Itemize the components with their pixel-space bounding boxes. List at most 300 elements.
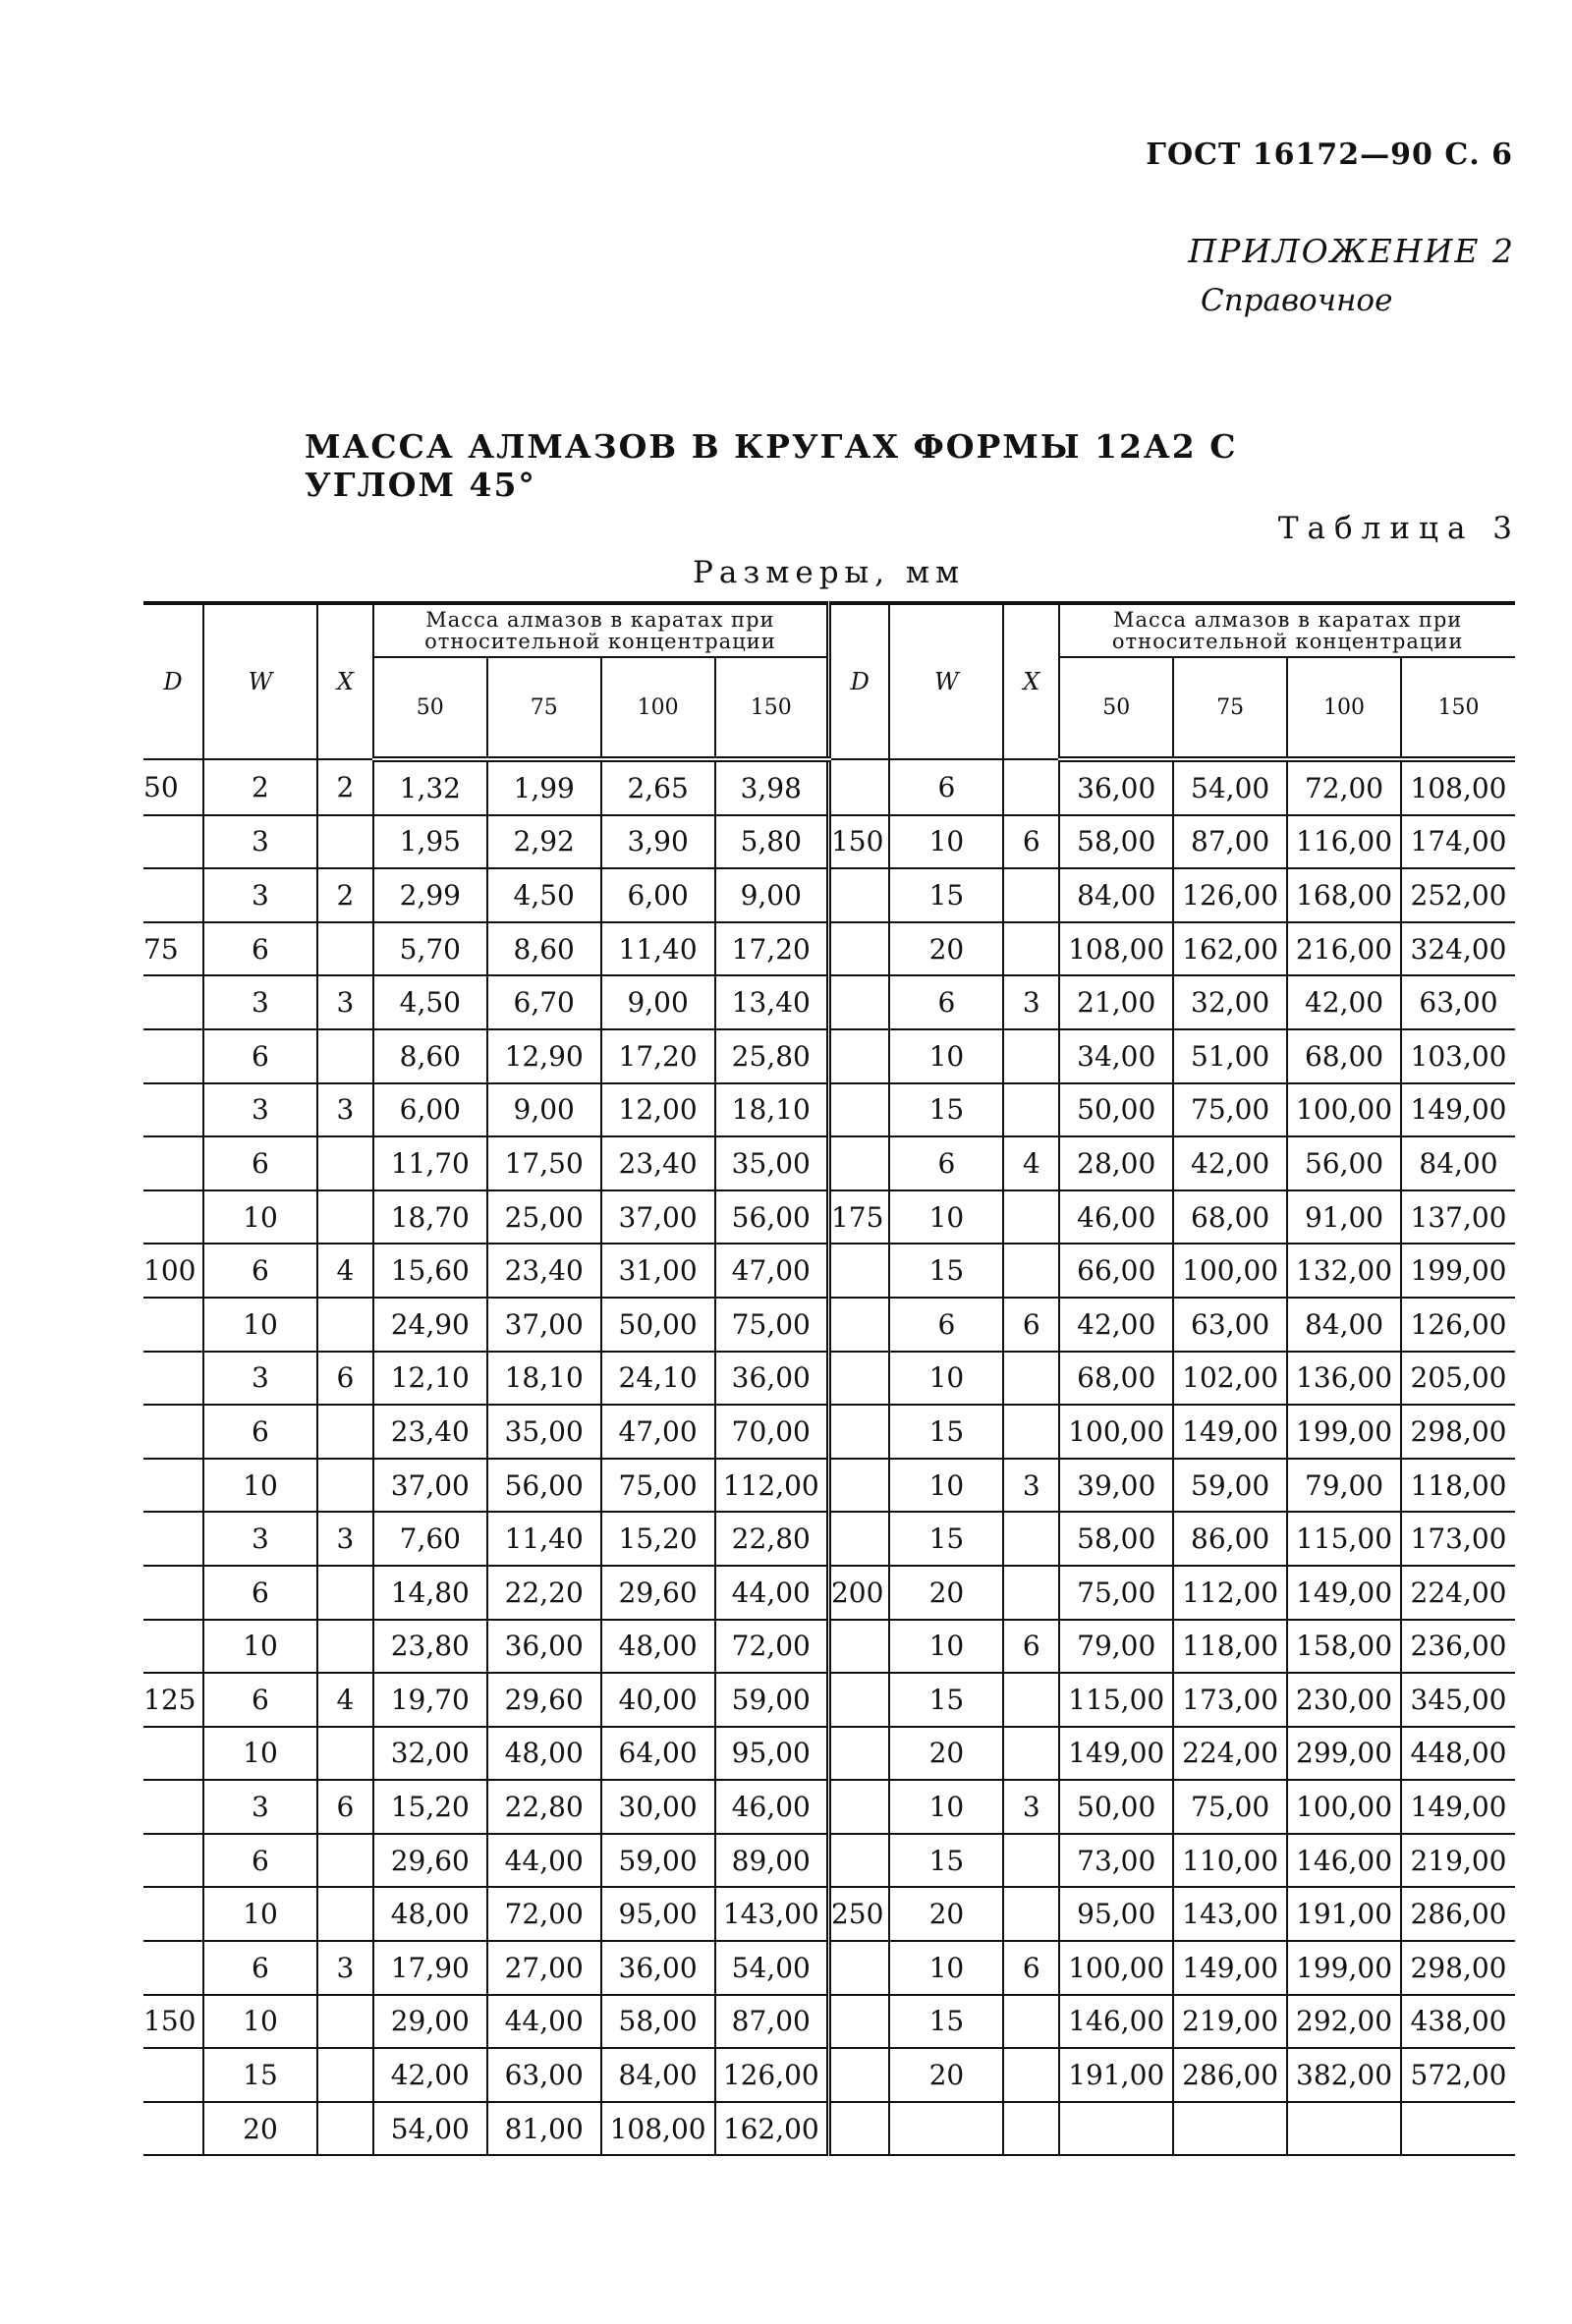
right-w-cell: 15 <box>889 1405 1003 1459</box>
left-m100-cell: 40,00 <box>601 1673 715 1727</box>
left-m50-cell: 54,00 <box>373 2102 487 2156</box>
header-conc-150: 150 <box>1401 657 1515 759</box>
header-conc-75: 75 <box>487 657 601 759</box>
right-w-cell: 15 <box>889 1834 1003 1888</box>
right-m100-cell: 136,00 <box>1287 1352 1401 1406</box>
right-x-cell <box>1003 1995 1059 2049</box>
left-m75-cell: 29,60 <box>487 1673 601 1727</box>
left-m150-cell: 22,80 <box>715 1512 829 1566</box>
right-m150-cell: 205,00 <box>1401 1352 1515 1406</box>
left-x-cell: 2 <box>317 868 373 922</box>
right-m75-cell: 32,00 <box>1173 975 1287 1029</box>
table-body <box>143 759 1515 2155</box>
right-d-cell <box>828 1298 889 1352</box>
right-m75-cell: 54,00 <box>1173 759 1287 815</box>
right-m75-cell: 173,00 <box>1173 1673 1287 1727</box>
right-x-cell <box>1003 1405 1059 1459</box>
left-d-cell <box>143 1620 203 1674</box>
header-mass: Масса алмазов в каратах при относительной концентрации <box>373 603 829 657</box>
left-m100-cell: 3,90 <box>601 815 715 869</box>
right-m50-cell: 100,00 <box>1059 1405 1173 1459</box>
left-m100-cell: 59,00 <box>601 1834 715 1888</box>
right-m100-cell: 100,00 <box>1287 1780 1401 1834</box>
right-m50-cell: 66,00 <box>1059 1244 1173 1298</box>
left-m75-cell: 25,00 <box>487 1190 601 1245</box>
left-m100-cell: 12,00 <box>601 1083 715 1137</box>
left-w-cell: 6 <box>203 1244 317 1298</box>
standard-number: ГОСТ 16172—90 С. 6 <box>1146 138 1513 172</box>
left-m100-cell: 17,20 <box>601 1029 715 1083</box>
left-x-cell <box>317 1995 373 2049</box>
left-w-cell: 20 <box>203 2102 317 2156</box>
left-m75-cell: 44,00 <box>487 1995 601 2049</box>
left-m100-cell: 48,00 <box>601 1620 715 1674</box>
right-m100-cell: 146,00 <box>1287 1834 1401 1888</box>
right-x-cell <box>1003 1512 1059 1566</box>
right-m50-cell: 108,00 <box>1059 922 1173 976</box>
left-w-cell: 10 <box>203 1995 317 2049</box>
left-m150-cell: 3,98 <box>715 759 829 815</box>
right-x-cell <box>1003 922 1059 976</box>
table-row <box>143 1995 1515 2049</box>
left-m100-cell: 29,60 <box>601 1566 715 1620</box>
right-w-cell: 15 <box>889 1083 1003 1137</box>
left-x-cell: 3 <box>317 1083 373 1137</box>
right-m50-cell: 191,00 <box>1059 2048 1173 2102</box>
left-d-cell: 125 <box>143 1673 203 1727</box>
header-mass: Масса алмазов в каратах при относительной концентрации <box>1059 603 1515 657</box>
left-x-cell <box>317 1566 373 1620</box>
right-w-cell: 20 <box>889 922 1003 976</box>
table-row <box>143 2102 1515 2156</box>
left-m150-cell: 87,00 <box>715 1995 829 2049</box>
left-x-cell: 6 <box>317 1352 373 1406</box>
right-x-cell: 6 <box>1003 815 1059 869</box>
right-x-cell <box>1003 1029 1059 1083</box>
appendix-label: ПРИЛОЖЕНИЕ 2 <box>1188 232 1515 270</box>
right-w-cell: 15 <box>889 1244 1003 1298</box>
left-m150-cell: 44,00 <box>715 1566 829 1620</box>
reference-label: Справочное <box>1201 283 1393 318</box>
left-d-cell: 50 <box>143 759 203 815</box>
right-w-cell: 15 <box>889 1512 1003 1566</box>
right-m150-cell: 108,00 <box>1401 759 1515 815</box>
left-w-cell: 10 <box>203 1459 317 1513</box>
right-x-cell: 6 <box>1003 1620 1059 1674</box>
left-m50-cell: 42,00 <box>373 2048 487 2102</box>
left-d-cell <box>143 815 203 869</box>
right-m150-cell: 63,00 <box>1401 975 1515 1029</box>
left-d-cell <box>143 1834 203 1888</box>
left-d-cell <box>143 1887 203 1941</box>
left-d-cell <box>143 1298 203 1352</box>
left-w-cell: 3 <box>203 975 317 1029</box>
table-row <box>143 759 1515 815</box>
table-row <box>143 1512 1515 1566</box>
left-m75-cell: 17,50 <box>487 1136 601 1190</box>
right-d-cell <box>828 1244 889 1298</box>
left-m75-cell: 36,00 <box>487 1620 601 1674</box>
right-m100-cell: 216,00 <box>1287 922 1401 976</box>
left-w-cell: 3 <box>203 868 317 922</box>
table-row <box>143 1405 1515 1459</box>
right-w-cell: 20 <box>889 1727 1003 1781</box>
left-m150-cell: 46,00 <box>715 1780 829 1834</box>
table-row <box>143 1673 1515 1727</box>
table-row <box>143 975 1515 1029</box>
right-d-cell <box>828 975 889 1029</box>
right-d-cell <box>828 1941 889 1995</box>
left-m75-cell: 9,00 <box>487 1083 601 1137</box>
right-m150-cell: 149,00 <box>1401 1083 1515 1137</box>
left-m100-cell: 36,00 <box>601 1941 715 1995</box>
table-row <box>143 1298 1515 1352</box>
left-m75-cell: 2,92 <box>487 815 601 869</box>
left-x-cell <box>317 1029 373 1083</box>
right-d-cell: 200 <box>828 1566 889 1620</box>
left-m150-cell: 13,40 <box>715 975 829 1029</box>
right-d-cell <box>828 868 889 922</box>
right-m150-cell: 572,00 <box>1401 2048 1515 2102</box>
left-m100-cell: 11,40 <box>601 922 715 976</box>
right-m75-cell: 102,00 <box>1173 1352 1287 1406</box>
left-m75-cell: 81,00 <box>487 2102 601 2156</box>
table-row <box>143 1029 1515 1083</box>
left-m50-cell: 12,10 <box>373 1352 487 1406</box>
right-m75-cell: 149,00 <box>1173 1941 1287 1995</box>
left-x-cell <box>317 922 373 976</box>
table-row <box>143 1834 1515 1888</box>
right-d-cell: 175 <box>828 1190 889 1245</box>
right-d-cell <box>828 1620 889 1674</box>
left-m75-cell: 22,20 <box>487 1566 601 1620</box>
left-m150-cell: 143,00 <box>715 1887 829 1941</box>
right-m50-cell <box>1059 2102 1173 2156</box>
table-row <box>143 1780 1515 1834</box>
left-m150-cell: 35,00 <box>715 1136 829 1190</box>
right-m150-cell: 298,00 <box>1401 1941 1515 1995</box>
right-m100-cell: 116,00 <box>1287 815 1401 869</box>
right-w-cell: 10 <box>889 1941 1003 1995</box>
right-d-cell: 250 <box>828 1887 889 1941</box>
table-row <box>143 868 1515 922</box>
left-m100-cell: 64,00 <box>601 1727 715 1781</box>
right-d-cell <box>828 1136 889 1190</box>
right-m50-cell: 21,00 <box>1059 975 1173 1029</box>
right-m150-cell: 84,00 <box>1401 1136 1515 1190</box>
left-m150-cell: 9,00 <box>715 868 829 922</box>
right-m75-cell: 63,00 <box>1173 1298 1287 1352</box>
left-m50-cell: 8,60 <box>373 1029 487 1083</box>
left-m150-cell: 5,80 <box>715 815 829 869</box>
right-m50-cell: 73,00 <box>1059 1834 1173 1888</box>
right-d-cell <box>828 2048 889 2102</box>
right-m150-cell: 173,00 <box>1401 1512 1515 1566</box>
right-m150-cell: 126,00 <box>1401 1298 1515 1352</box>
left-w-cell: 10 <box>203 1298 317 1352</box>
right-m75-cell: 59,00 <box>1173 1459 1287 1513</box>
left-d-cell <box>143 868 203 922</box>
left-x-cell <box>317 1834 373 1888</box>
left-d-cell <box>143 1780 203 1834</box>
right-w-cell: 10 <box>889 1029 1003 1083</box>
left-m150-cell: 54,00 <box>715 1941 829 1995</box>
left-x-cell: 4 <box>317 1244 373 1298</box>
left-d-cell: 75 <box>143 922 203 976</box>
header-w: W <box>203 603 317 759</box>
left-w-cell: 2 <box>203 759 317 815</box>
left-m75-cell: 4,50 <box>487 868 601 922</box>
left-m50-cell: 29,00 <box>373 1995 487 2049</box>
left-m100-cell: 23,40 <box>601 1136 715 1190</box>
right-m50-cell: 50,00 <box>1059 1083 1173 1137</box>
left-m150-cell: 126,00 <box>715 2048 829 2102</box>
left-x-cell <box>317 1620 373 1674</box>
right-m100-cell: 191,00 <box>1287 1887 1401 1941</box>
left-m50-cell: 32,00 <box>373 1727 487 1781</box>
right-m75-cell: 110,00 <box>1173 1834 1287 1888</box>
left-w-cell: 6 <box>203 1566 317 1620</box>
right-m150-cell: 219,00 <box>1401 1834 1515 1888</box>
right-x-cell <box>1003 1566 1059 1620</box>
left-m75-cell: 35,00 <box>487 1405 601 1459</box>
right-m75-cell: 219,00 <box>1173 1995 1287 2049</box>
table-row <box>143 1620 1515 1674</box>
right-m75-cell: 87,00 <box>1173 815 1287 869</box>
right-m150-cell: 298,00 <box>1401 1405 1515 1459</box>
left-m50-cell: 17,90 <box>373 1941 487 1995</box>
right-d-cell <box>828 1512 889 1566</box>
right-m75-cell: 68,00 <box>1173 1190 1287 1245</box>
right-m50-cell: 149,00 <box>1059 1727 1173 1781</box>
right-d-cell <box>828 922 889 976</box>
header-d: D <box>828 603 889 759</box>
right-m75-cell: 100,00 <box>1173 1244 1287 1298</box>
header-x: X <box>317 603 373 759</box>
right-m150-cell: 199,00 <box>1401 1244 1515 1298</box>
right-m150-cell: 324,00 <box>1401 922 1515 976</box>
right-m50-cell: 75,00 <box>1059 1566 1173 1620</box>
right-m100-cell: 168,00 <box>1287 868 1401 922</box>
right-w-cell: 15 <box>889 1673 1003 1727</box>
left-x-cell: 3 <box>317 1941 373 1995</box>
right-x-cell: 3 <box>1003 1459 1059 1513</box>
right-m100-cell: 84,00 <box>1287 1298 1401 1352</box>
right-m50-cell: 95,00 <box>1059 1887 1173 1941</box>
left-m150-cell: 17,20 <box>715 922 829 976</box>
right-w-cell: 6 <box>889 759 1003 815</box>
left-m150-cell: 25,80 <box>715 1029 829 1083</box>
right-m75-cell: 75,00 <box>1173 1780 1287 1834</box>
header-w: W <box>889 603 1003 759</box>
right-w-cell: 6 <box>889 1136 1003 1190</box>
right-x-cell <box>1003 1083 1059 1137</box>
header-conc-100: 100 <box>601 657 715 759</box>
left-w-cell: 6 <box>203 1941 317 1995</box>
left-w-cell: 3 <box>203 1352 317 1406</box>
right-m100-cell: 91,00 <box>1287 1190 1401 1245</box>
right-x-cell: 4 <box>1003 1136 1059 1190</box>
left-d-cell <box>143 1512 203 1566</box>
left-x-cell: 3 <box>317 1512 373 1566</box>
left-w-cell: 3 <box>203 1512 317 1566</box>
left-m50-cell: 48,00 <box>373 1887 487 1941</box>
right-m150-cell: 103,00 <box>1401 1029 1515 1083</box>
right-m150-cell: 118,00 <box>1401 1459 1515 1513</box>
right-m150-cell: 149,00 <box>1401 1780 1515 1834</box>
right-d-cell <box>828 1780 889 1834</box>
left-m150-cell: 75,00 <box>715 1298 829 1352</box>
table-row <box>143 1136 1515 1190</box>
right-d-cell <box>828 1405 889 1459</box>
right-x-cell <box>1003 2102 1059 2156</box>
left-m75-cell: 12,90 <box>487 1029 601 1083</box>
right-m75-cell: 42,00 <box>1173 1136 1287 1190</box>
left-m75-cell: 72,00 <box>487 1887 601 1941</box>
left-m50-cell: 2,99 <box>373 868 487 922</box>
left-m50-cell: 15,60 <box>373 1244 487 1298</box>
left-m75-cell: 8,60 <box>487 922 601 976</box>
left-w-cell: 10 <box>203 1887 317 1941</box>
right-x-cell <box>1003 2048 1059 2102</box>
right-m150-cell <box>1401 2102 1515 2156</box>
right-m100-cell: 79,00 <box>1287 1459 1401 1513</box>
left-m75-cell: 11,40 <box>487 1512 601 1566</box>
header-conc-150: 150 <box>715 657 829 759</box>
left-x-cell: 6 <box>317 1780 373 1834</box>
table-row <box>143 1190 1515 1245</box>
table-row <box>143 1244 1515 1298</box>
right-m50-cell: 84,00 <box>1059 868 1173 922</box>
header-conc-75: 75 <box>1173 657 1287 759</box>
left-m75-cell: 48,00 <box>487 1727 601 1781</box>
left-w-cell: 3 <box>203 1780 317 1834</box>
header-conc-100: 100 <box>1287 657 1401 759</box>
right-m100-cell: 158,00 <box>1287 1620 1401 1674</box>
right-m50-cell: 39,00 <box>1059 1459 1173 1513</box>
right-x-cell <box>1003 1244 1059 1298</box>
left-x-cell <box>317 1136 373 1190</box>
right-m50-cell: 36,00 <box>1059 759 1173 815</box>
right-m75-cell: 149,00 <box>1173 1405 1287 1459</box>
header-conc-50: 50 <box>1059 657 1173 759</box>
left-w-cell: 6 <box>203 1673 317 1727</box>
left-m75-cell: 6,70 <box>487 975 601 1029</box>
right-m50-cell: 46,00 <box>1059 1190 1173 1245</box>
left-m50-cell: 1,32 <box>373 759 487 815</box>
left-m50-cell: 24,90 <box>373 1298 487 1352</box>
right-m75-cell: 118,00 <box>1173 1620 1287 1674</box>
left-w-cell: 15 <box>203 2048 317 2102</box>
right-x-cell <box>1003 1834 1059 1888</box>
right-m100-cell: 199,00 <box>1287 1405 1401 1459</box>
right-m100-cell: 100,00 <box>1287 1083 1401 1137</box>
right-m100-cell: 42,00 <box>1287 975 1401 1029</box>
right-d-cell <box>828 1727 889 1781</box>
left-m75-cell: 27,00 <box>487 1941 601 1995</box>
table-row <box>143 815 1515 869</box>
left-d-cell <box>143 975 203 1029</box>
right-d-cell <box>828 1834 889 1888</box>
left-w-cell: 6 <box>203 1029 317 1083</box>
left-w-cell: 3 <box>203 1083 317 1137</box>
right-w-cell: 6 <box>889 1298 1003 1352</box>
right-d-cell <box>828 1673 889 1727</box>
left-w-cell: 6 <box>203 1834 317 1888</box>
left-w-cell: 10 <box>203 1620 317 1674</box>
right-m150-cell: 224,00 <box>1401 1566 1515 1620</box>
right-m50-cell: 79,00 <box>1059 1620 1173 1674</box>
right-x-cell <box>1003 1352 1059 1406</box>
table-row <box>143 1459 1515 1513</box>
right-d-cell <box>828 1029 889 1083</box>
left-x-cell: 2 <box>317 759 373 815</box>
left-m100-cell: 15,20 <box>601 1512 715 1566</box>
right-x-cell <box>1003 759 1059 815</box>
right-w-cell <box>889 2102 1003 2156</box>
right-m150-cell: 252,00 <box>1401 868 1515 922</box>
left-d-cell <box>143 1352 203 1406</box>
right-d-cell <box>828 2102 889 2156</box>
right-x-cell <box>1003 1673 1059 1727</box>
right-m100-cell <box>1287 2102 1401 2156</box>
right-m50-cell: 42,00 <box>1059 1298 1173 1352</box>
left-d-cell <box>143 2048 203 2102</box>
right-w-cell: 10 <box>889 1352 1003 1406</box>
left-m75-cell: 56,00 <box>487 1459 601 1513</box>
left-m75-cell: 1,99 <box>487 759 601 815</box>
left-m100-cell: 6,00 <box>601 868 715 922</box>
left-m50-cell: 37,00 <box>373 1459 487 1513</box>
right-m100-cell: 56,00 <box>1287 1136 1401 1190</box>
left-d-cell <box>143 1459 203 1513</box>
right-m100-cell: 72,00 <box>1287 759 1401 815</box>
right-m75-cell: 143,00 <box>1173 1887 1287 1941</box>
right-m50-cell: 58,00 <box>1059 1512 1173 1566</box>
right-m150-cell: 448,00 <box>1401 1727 1515 1781</box>
left-m150-cell: 162,00 <box>715 2102 829 2156</box>
right-w-cell: 20 <box>889 1566 1003 1620</box>
right-m50-cell: 68,00 <box>1059 1352 1173 1406</box>
left-x-cell <box>317 1459 373 1513</box>
right-x-cell <box>1003 1190 1059 1245</box>
left-m50-cell: 6,00 <box>373 1083 487 1137</box>
right-w-cell: 20 <box>889 1887 1003 1941</box>
left-m100-cell: 24,10 <box>601 1352 715 1406</box>
left-m50-cell: 15,20 <box>373 1780 487 1834</box>
left-m150-cell: 59,00 <box>715 1673 829 1727</box>
table-row <box>143 1566 1515 1620</box>
right-m75-cell: 126,00 <box>1173 868 1287 922</box>
right-m150-cell: 174,00 <box>1401 815 1515 869</box>
right-m150-cell: 286,00 <box>1401 1887 1515 1941</box>
right-m50-cell: 28,00 <box>1059 1136 1173 1190</box>
right-m150-cell: 438,00 <box>1401 1995 1515 2049</box>
left-x-cell: 3 <box>317 975 373 1029</box>
right-w-cell: 10 <box>889 1780 1003 1834</box>
left-w-cell: 3 <box>203 815 317 869</box>
left-m100-cell: 108,00 <box>601 2102 715 2156</box>
left-d-cell <box>143 1727 203 1781</box>
table-row <box>143 1887 1515 1941</box>
left-m50-cell: 29,60 <box>373 1834 487 1888</box>
right-m100-cell: 230,00 <box>1287 1673 1401 1727</box>
left-m75-cell: 22,80 <box>487 1780 601 1834</box>
right-m100-cell: 68,00 <box>1287 1029 1401 1083</box>
left-m150-cell: 95,00 <box>715 1727 829 1781</box>
left-x-cell <box>317 1887 373 1941</box>
left-w-cell: 6 <box>203 1136 317 1190</box>
